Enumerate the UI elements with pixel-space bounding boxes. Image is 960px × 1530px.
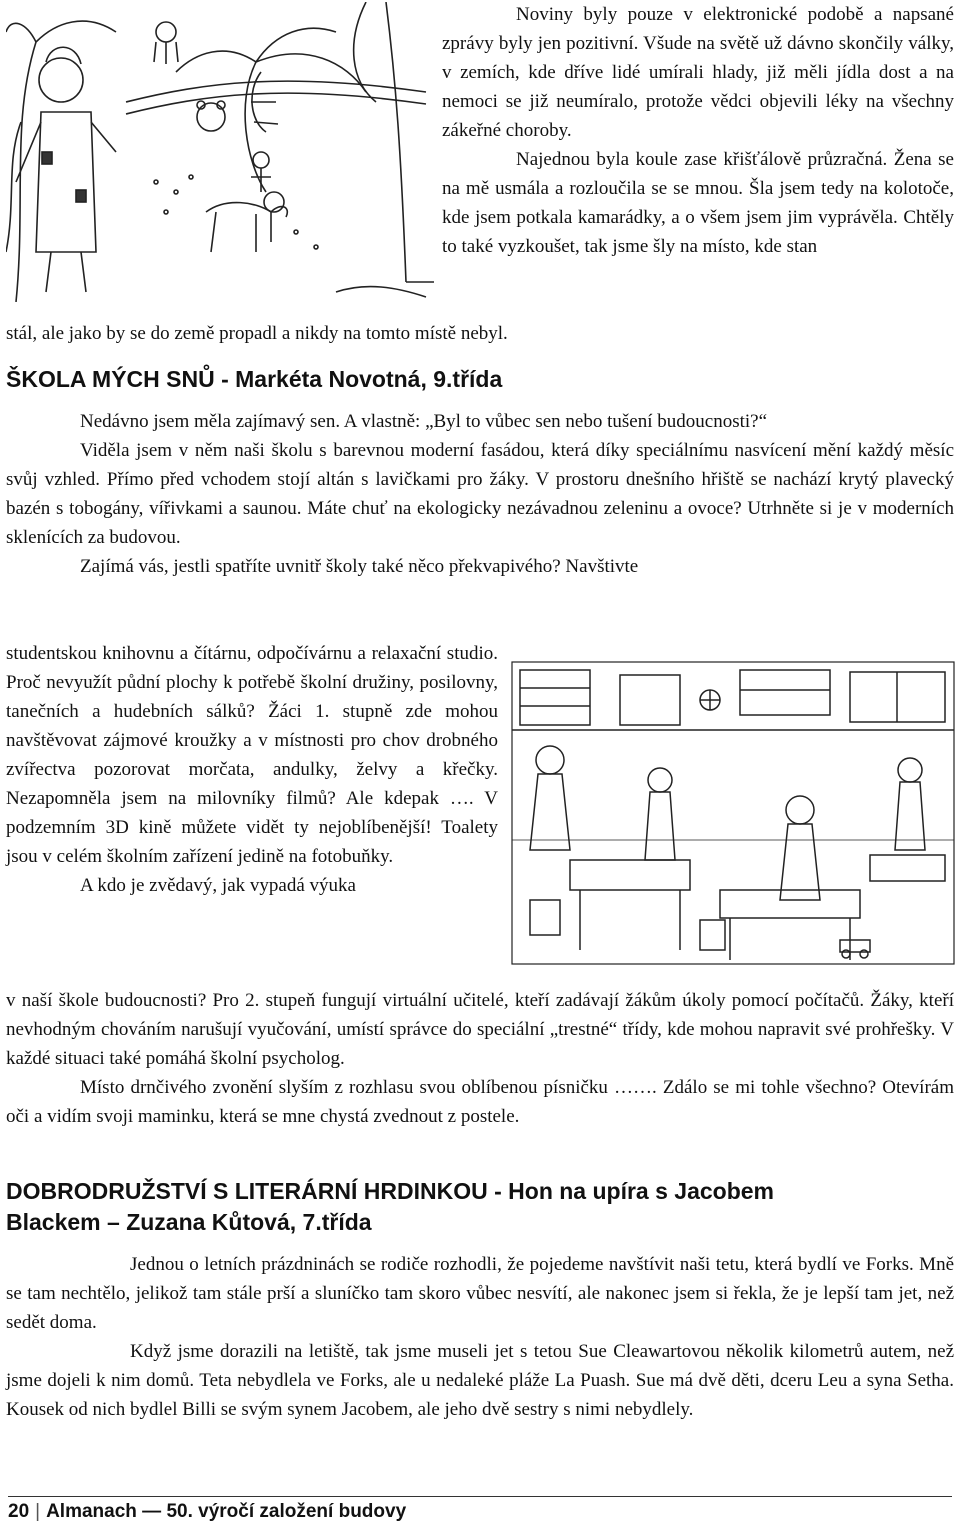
story2-paragraph-1: Nedávno jsem měla zajímavý sen. A vlastně: „Byl to vůbec sen nebo tušení budoucnosti?“ (80, 411, 768, 432)
page-footer: 20 | Almanach — 50. výročí založení budovy (8, 1496, 952, 1523)
story3-heading-line-2: Blackem – Zuzana Kůtová, 7.třída (6, 1209, 372, 1235)
story3-heading-line-1: DOBRODRUŽSTVÍ S LITERÁRNÍ HRDINKOU - Hon na upíra s Jacobem (6, 1178, 775, 1204)
story2-paragraph-4-first: A kdo je zvědavý, jak vypadá výuka (80, 875, 356, 896)
story2-paragraph-5: Místo drnčivého zvonění slyším z rozhlasu svou oblíbenou písničku ……. Zdálo se mi tohle všechno? Otevírám oči a vidím svoji maminku, která se mne chystá zvednout z postele. (6, 1077, 954, 1127)
fairground-drawing (6, 2, 434, 302)
footer-subtitle: — 50. výročí založení budovy (142, 1501, 407, 1522)
story2-paragraph-4: v naší škole budoucnosti? Pro 2. stupeň fungují virtuální učitelé, kteří zadávají žákům úkoly pomocí počítačů. Žáky, kteří nevhodným chováním narušují vyučování, umístí správce do speciální „trestné“ třídy, kde mohou napravit své prohřešky. V každé situaci také pomáhá školní psycholog. (6, 990, 954, 1069)
story1-paragraph-2-end: stál, ale jako by se do země propadl a nikdy na tomto místě nebyl. (6, 323, 508, 344)
page-number: 20 (8, 1501, 30, 1522)
story2-paragraph-3: studentskou knihovnu a čítárnu, odpočívárnu a relaxační studio. Proč nevyužít půdní plochy k potřebě školní družiny, posilovny, tanečních a hudebních sálků? Žáci 1. stupně zde mohou navštěvovat zájmové kroužky a v místnosti pro chov drobného zvířectva pozorovat morčata, andulky, želvy a křečky. Nezapomněla jsem na milovníky filmů? Ale kdepak …. V podzemním 3D kině můžete vidět ty nejoblíbenější! Toalety jsou v celém školním zařízení jedině na fotobuňky. (6, 643, 498, 867)
school-drawing (510, 660, 956, 966)
story3-paragraph-1: Jednou o letních prázdninách se rodiče rozhodli, že pojedeme navštívit naši tetu, která bydlí ve Forks. Mně se tam nechtělo, jelikož tam stále prší a sluníčko tam skoro vůbec nesvítí, ale nakonec jsem si řekla, že je lepší tam jet, než sedět doma. (6, 1254, 954, 1333)
story2-paragraph-3-first: Zajímá vás, jestli spatříte uvnitř školy také něco překvapivého? Navštivte (80, 556, 639, 577)
footer-title: Almanach (46, 1501, 137, 1522)
story1-paragraph-1: Noviny byly pouze v elektronické podobě a napsané zprávy byly jen pozitivní. Všude na světě už dávno skončily války, v zemích, kde dříve lidé umírali hlady, již měli jídla dost a na nemoci se již neumíralo, protože vědci objevili léky na všechny zákeřné choroby. (442, 4, 954, 141)
story1-paragraph-2: Najednou byla koule zase křišťálově průzračná. Žena se na mě usmála a rozloučila se se mnou. Šla jsem tedy na kolotoče, kde jsem potkala kamarádky, a o všem jsem jim vyprávěla. Chtěly to také vyzkoušet, tak jsme šly na místo, kde stan (442, 149, 954, 257)
story3-paragraph-2: Když jsme dorazili na letiště, tak jsme museli jet s tetou Sue Cleawartovou několik kilometrů autem, než jsme dojeli k nim domů. Teta nebydlela ve Forks, ale u nedaleké pláže La Puash. Sue má dvě děti, dceru Leu a syna Setha. Kousek od nich bydlel Billi se svým synem Jacobem, ale jeho dvě sestry s nimi nebydlely. (6, 1341, 954, 1420)
story2-heading: ŠKOLA MÝCH SNŮ - Markéta Novotná, 9.třída (6, 366, 503, 392)
story2-paragraph-2: Viděla jsem v něm naši školu s barevnou moderní fasádou, která díky speciálnímu nasvícení mění každý měsíc svůj vzhled. Přímo před vchodem stojí altán s lavičkami pro žáky. V prostoru dnešního hřiště se nachází krytý plavecký bazén s tobogány, vířivkami a saunou. Máte chuť na ekologicky nezávadnou zeleninu a ovoce? Utrhněte si je v moderních sklenících za budovou. (6, 440, 954, 548)
